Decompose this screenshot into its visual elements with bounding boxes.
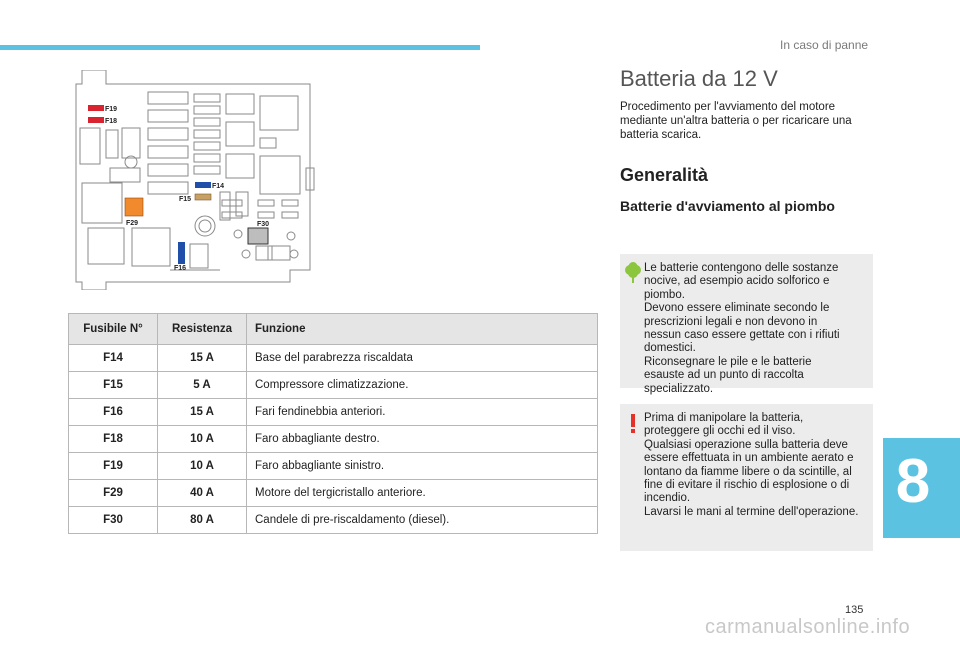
function-cell: Faro abbagliante destro. (247, 426, 598, 453)
table-row (69, 453, 598, 480)
watermark: carmanualsonline.info (705, 616, 911, 638)
warning-note (620, 404, 873, 551)
diagram-label-f14: F14 (212, 183, 225, 190)
note-line: piombo. (644, 288, 685, 301)
amps-cell: 15 A (158, 399, 247, 426)
subsection-heading: Batterie d'avviamento al piombo (620, 198, 835, 214)
page-number: 135 (845, 604, 864, 616)
fuse-cell: F16 (69, 399, 158, 426)
table-row (69, 372, 598, 399)
table-row (69, 399, 598, 426)
fuse-cell: F19 (69, 453, 158, 480)
amps-cell: 80 A (158, 507, 247, 534)
note-line: Devono essere eliminate secondo le (644, 302, 830, 315)
fuse-cell: F29 (69, 480, 158, 507)
amps-cell: 15 A (158, 345, 247, 372)
note-line: esauste ad un punto di raccolta (644, 369, 804, 382)
note-line: nessun caso essere gettate con i rifiuti (644, 329, 840, 342)
note-line: Qualsiasi operazione sulla batteria deve (644, 438, 848, 451)
warning-note-text (644, 412, 867, 519)
header-accent-bar (0, 45, 480, 50)
function-cell: Motore del tergicristallo anteriore. (247, 480, 598, 507)
amps-cell: 10 A (158, 453, 247, 480)
diagram-label-f29: F29 (126, 220, 139, 227)
note-line: Le batterie contengono delle sostanze (644, 262, 839, 274)
amps-cell: 10 A (158, 426, 247, 453)
exclamation-icon (624, 412, 642, 434)
note-line: lontano da fiamme libere o da scintille, al (644, 465, 852, 478)
note-line: Lavarsi le mani al termine dell'operazione. (644, 505, 859, 518)
environment-note (620, 254, 873, 395)
note-line: domestici. (644, 342, 696, 355)
note-line: specializzato. (644, 382, 714, 395)
page-title: Batteria da 12 V (620, 66, 778, 91)
intro-paragraph: Procedimento per l'avviamento del motore mediante un'altra batteria o per ricaricare una batteria scarica. (620, 101, 852, 141)
function-cell: Fari fendinebbia anteriori. (247, 399, 598, 426)
diagram-label-f16: F16 (174, 265, 187, 272)
section-title: In caso di panne (780, 38, 869, 52)
fuse-table (68, 313, 598, 534)
note-line: fine di evitare il rischio di esplosione o di (644, 479, 850, 492)
table-row (69, 426, 598, 453)
fuse-cell: F14 (69, 345, 158, 372)
table-row (69, 345, 598, 372)
fuse-cell: F18 (69, 426, 158, 453)
chapter-tab (883, 438, 960, 538)
fuse-cell: F30 (69, 507, 158, 534)
table-row (69, 507, 598, 534)
note-line: incendio. (644, 492, 691, 505)
note-line: nocive, ad esempio acido solforico e (644, 275, 830, 288)
chapter-number: 8 (895, 447, 931, 516)
diagram-label-f18: F18 (105, 118, 118, 125)
amps-cell: 40 A (158, 480, 247, 507)
table-row (69, 480, 598, 507)
fuse-cell: F15 (69, 372, 158, 399)
section-heading: Generalità (620, 165, 709, 185)
note-line: prescrizioni legali e non devono in (644, 315, 818, 328)
function-cell: Candele di pre-riscaldamento (diesel). (247, 507, 598, 534)
header-function: Funzione (247, 314, 598, 345)
function-cell: Compressore climatizzazione. (247, 372, 598, 399)
note-line: Prima di manipolare la batteria, (644, 412, 804, 424)
diagram-label-f19: F19 (105, 106, 118, 113)
diagram-label-f30: F30 (257, 221, 270, 228)
amps-cell: 5 A (158, 372, 247, 399)
note-line: essere effettuata in un ambiente aerato e (644, 452, 854, 465)
diagram-label-f15: F15 (179, 196, 192, 203)
environment-note-text (644, 262, 867, 396)
note-line: proteggere gli occhi ed il viso. (644, 425, 796, 438)
header-resistance: Resistenza (158, 314, 247, 345)
function-cell: Faro abbagliante sinistro. (247, 453, 598, 480)
fuse-box-diagram (70, 70, 330, 290)
header-fuse-number: Fusibile N° (69, 314, 158, 345)
note-line: Riconsegnare le pile e le batterie (644, 355, 812, 368)
function-cell: Base del parabrezza riscaldata (247, 345, 598, 372)
tree-icon (624, 262, 642, 284)
table-header-row (69, 314, 598, 345)
